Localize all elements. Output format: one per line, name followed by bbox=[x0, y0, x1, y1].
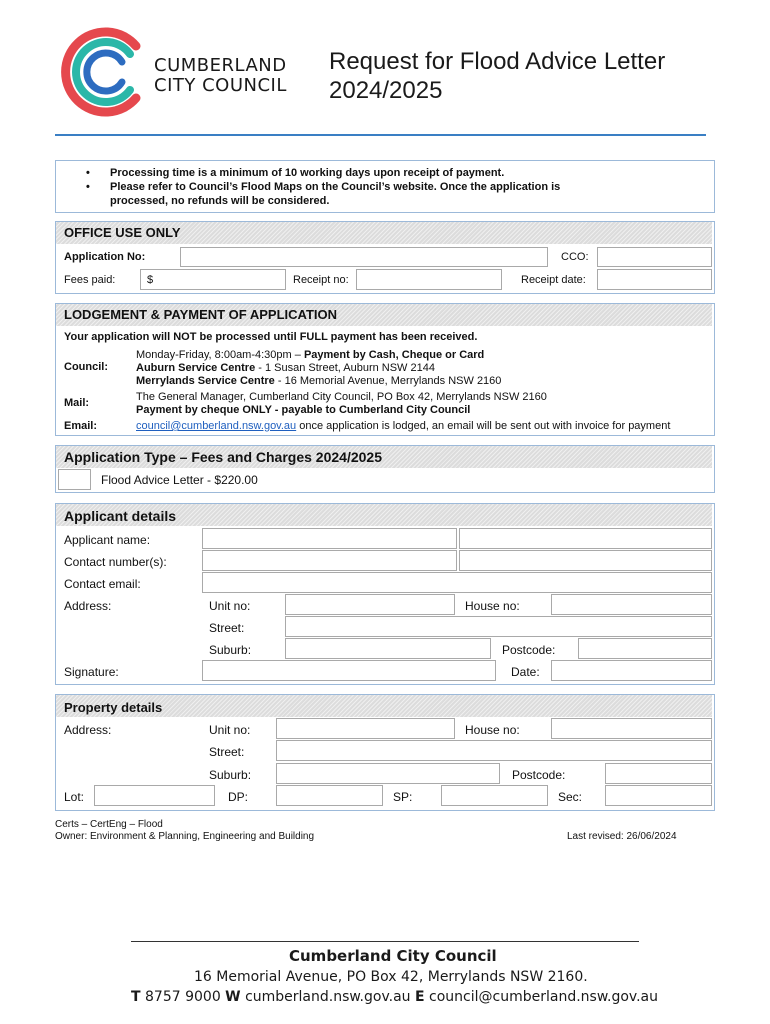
lot-field[interactable] bbox=[94, 785, 215, 806]
lodgement-section bbox=[55, 303, 715, 436]
note-text-1: Processing time is a minimum of 10 working days upon receipt of payment. bbox=[110, 167, 505, 179]
email-label: Email: bbox=[64, 420, 98, 432]
mail-address: The General Manager, Cumberland City Council, PO Box 42, Merrylands NSW 2160 bbox=[136, 391, 547, 403]
applicant-postcode-field[interactable] bbox=[578, 638, 712, 659]
footer-email-label: E bbox=[415, 989, 425, 1005]
fees-paid-field[interactable] bbox=[140, 269, 286, 290]
contact-email-label: Contact email: bbox=[64, 577, 141, 591]
doc-footer-owner: Owner: Environment & Planning, Engineering and Building bbox=[55, 831, 315, 842]
dp-label: DP: bbox=[228, 790, 249, 804]
applicant-street-field[interactable] bbox=[285, 616, 712, 637]
dollar-sign: $ bbox=[147, 274, 154, 286]
merrylands-centre bbox=[136, 375, 501, 388]
footer-web-label: W bbox=[225, 989, 241, 1005]
merrylands-centre-address: - 16 Memorial Avenue, Merrylands NSW 2160 bbox=[274, 375, 502, 387]
receipt-date-field[interactable] bbox=[597, 269, 712, 290]
property-details-heading: Property details bbox=[56, 695, 712, 717]
note-bullet-2: • bbox=[86, 181, 90, 193]
applicant-postcode-label: Postcode: bbox=[502, 643, 556, 657]
footer-phone: 8757 9000 bbox=[140, 989, 226, 1005]
auburn-centre bbox=[136, 362, 435, 375]
note-text-3: processed, no refunds will be considered. bbox=[110, 195, 330, 207]
applicant-name-label: Applicant name: bbox=[64, 533, 151, 547]
applicant-house-field[interactable] bbox=[551, 594, 712, 615]
property-suburb-field[interactable] bbox=[276, 763, 500, 784]
fees-paid-label: Fees paid: bbox=[64, 274, 116, 286]
applicant-date-field[interactable] bbox=[551, 660, 712, 681]
application-no-field[interactable] bbox=[180, 247, 548, 267]
payment-warning: Your application will NOT be processed until FULL payment has been received. bbox=[64, 331, 478, 343]
logo-mark-icon bbox=[58, 24, 154, 120]
applicant-suburb-field[interactable] bbox=[285, 638, 491, 659]
property-details-section bbox=[55, 694, 715, 811]
applicant-date-label: Date: bbox=[511, 665, 540, 679]
lodgement-heading: LODGEMENT & PAYMENT OF APPLICATION bbox=[56, 304, 712, 326]
applicant-suburb-label: Suburb: bbox=[209, 643, 252, 657]
footer-phone-label: T bbox=[131, 989, 141, 1005]
signature-label: Signature: bbox=[64, 665, 119, 679]
sec-field[interactable] bbox=[605, 785, 712, 806]
doc-footer-revised: Last revised: 26/06/2024 bbox=[567, 831, 677, 842]
property-house-field[interactable] bbox=[551, 718, 712, 739]
council-email-link[interactable]: council@cumberland.nsw.gov.au bbox=[136, 420, 297, 432]
contact-number-label: Contact number(s): bbox=[64, 555, 167, 569]
doc-footer-line1: Certs – CertEng – Flood bbox=[55, 819, 163, 830]
header-divider bbox=[55, 134, 706, 136]
notes-box bbox=[55, 160, 715, 213]
footer-email[interactable]: council@cumberland.nsw.gov.au bbox=[424, 989, 659, 1005]
mail-label: Mail: bbox=[64, 397, 90, 409]
property-street-label: Street: bbox=[209, 745, 245, 759]
receipt-no-field[interactable] bbox=[356, 269, 502, 290]
applicant-name-field-1[interactable] bbox=[202, 528, 457, 549]
council-hours-text: Monday-Friday, 8:00am-4:30pm – bbox=[136, 349, 304, 361]
office-use-heading: OFFICE USE ONLY bbox=[56, 222, 712, 244]
footer-org-name: Cumberland City Council bbox=[289, 947, 497, 965]
application-type-section bbox=[55, 445, 715, 493]
auburn-centre-address: - 1 Susan Street, Auburn NSW 2144 bbox=[255, 362, 435, 374]
contact-number-field-2[interactable] bbox=[459, 550, 712, 571]
property-postcode-label: Postcode: bbox=[512, 768, 566, 782]
sec-label: Sec: bbox=[558, 790, 583, 804]
logo-text-line1: CUMBERLAND bbox=[154, 55, 287, 76]
note-bullet-1: • bbox=[86, 167, 90, 179]
email-instructions: once application is lodged, an email will be sent out with invoice for payment bbox=[296, 420, 671, 432]
office-use-section bbox=[55, 221, 715, 294]
council-payment-methods: Payment by Cash, Cheque or Card bbox=[303, 349, 485, 361]
dp-field[interactable] bbox=[276, 785, 383, 806]
applicant-details-heading: Applicant details bbox=[56, 504, 712, 526]
footer-divider bbox=[131, 941, 639, 942]
lot-label: Lot: bbox=[64, 790, 85, 804]
sp-label: SP: bbox=[393, 790, 413, 804]
applicant-house-label: House no: bbox=[465, 599, 520, 613]
application-type-heading: Application Type – Fees and Charges 2024/2025 bbox=[56, 446, 712, 468]
property-house-label: House no: bbox=[465, 723, 520, 737]
property-street-field[interactable] bbox=[276, 740, 712, 761]
applicant-unit-label: Unit no: bbox=[209, 599, 251, 613]
property-postcode-field[interactable] bbox=[605, 763, 712, 784]
page-title bbox=[329, 47, 665, 105]
applicant-unit-field[interactable] bbox=[285, 594, 455, 615]
page-title-line2: 2024/2025 bbox=[329, 77, 443, 104]
contact-email-field[interactable] bbox=[202, 572, 712, 593]
application-no-label: Application No: bbox=[64, 251, 146, 263]
property-address-label: Address: bbox=[64, 723, 112, 737]
footer-address: 16 Memorial Avenue, PO Box 42, Merrylands NSW 2160. bbox=[194, 969, 588, 985]
council-logo bbox=[58, 24, 298, 124]
auburn-centre-name: Auburn Service Centre bbox=[136, 362, 256, 374]
note-text-2: Please refer to Council’s Flood Maps on the Council’s website. Once the application is bbox=[110, 181, 561, 193]
applicant-name-field-2[interactable] bbox=[459, 528, 712, 549]
receipt-no-label: Receipt no: bbox=[293, 274, 349, 286]
flood-advice-option-label: Flood Advice Letter - $220.00 bbox=[101, 473, 258, 487]
receipt-date-label: Receipt date: bbox=[521, 274, 586, 286]
merrylands-centre-name: Merrylands Service Centre bbox=[136, 375, 275, 387]
page-title-line1: Request for Flood Advice Letter bbox=[329, 48, 666, 75]
property-unit-label: Unit no: bbox=[209, 723, 251, 737]
council-hours bbox=[136, 349, 484, 362]
applicant-details-section bbox=[55, 503, 715, 685]
email-line bbox=[136, 420, 670, 433]
cco-label: CCO: bbox=[561, 251, 589, 263]
sp-field[interactable] bbox=[441, 785, 548, 806]
cco-field[interactable] bbox=[597, 247, 712, 267]
flood-advice-checkbox[interactable] bbox=[58, 469, 91, 490]
footer-contacts bbox=[131, 989, 658, 1006]
footer-website[interactable]: cumberland.nsw.gov.au bbox=[240, 989, 416, 1005]
applicant-street-label: Street: bbox=[209, 621, 245, 635]
council-label: Council: bbox=[64, 361, 108, 373]
applicant-address-label: Address: bbox=[64, 599, 112, 613]
mail-payment-note: Payment by cheque ONLY - payable to Cumberland City Council bbox=[136, 404, 471, 416]
property-unit-field[interactable] bbox=[276, 718, 455, 739]
contact-number-field-1[interactable] bbox=[202, 550, 457, 571]
property-suburb-label: Suburb: bbox=[209, 768, 252, 782]
signature-field[interactable] bbox=[202, 660, 496, 681]
logo-text-line2: CITY COUNCIL bbox=[154, 75, 287, 96]
